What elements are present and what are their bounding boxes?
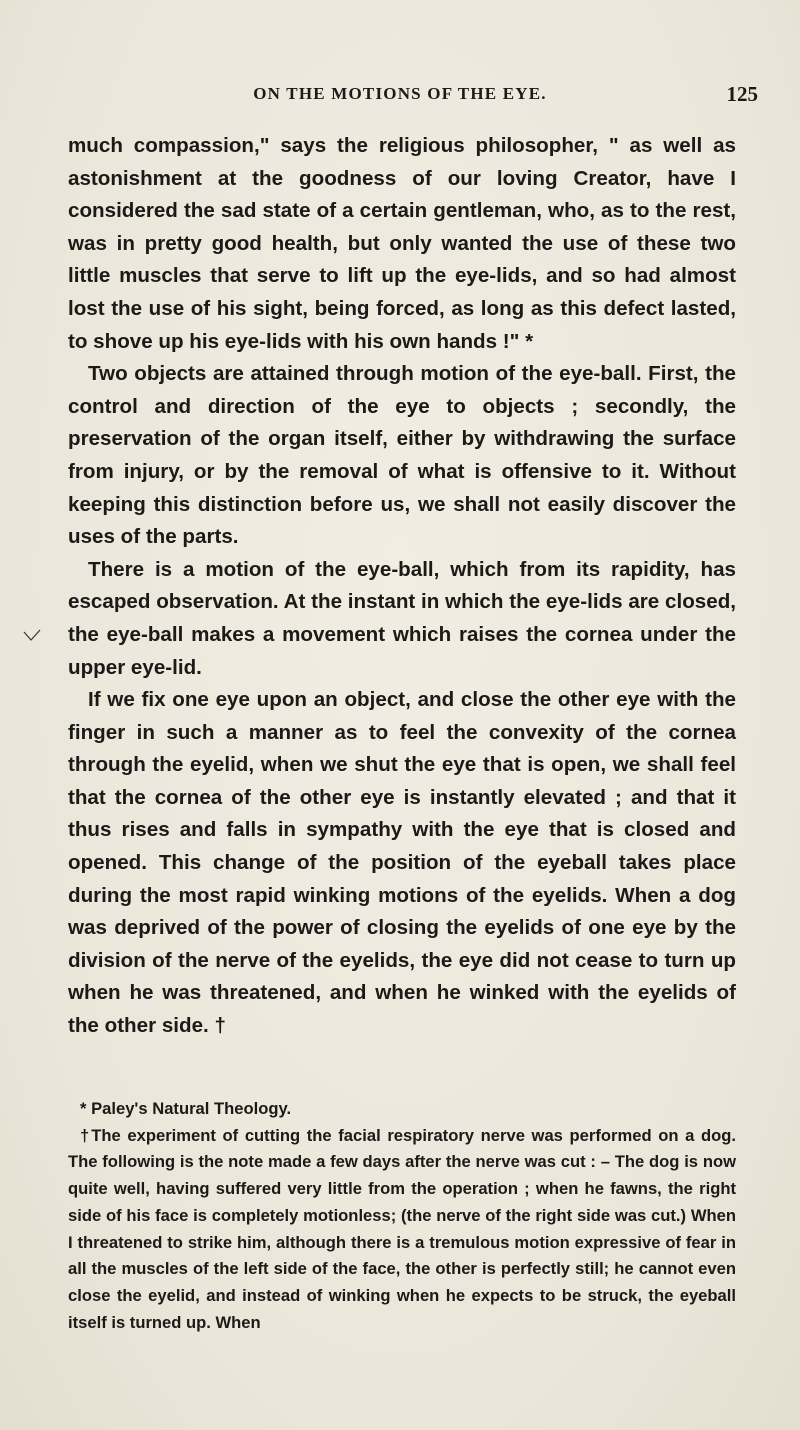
paragraph: If we fix one eye upon an object, and close the other eye with the finger in such a manner as to feel the convexity of the cornea through the eyelid, when we shut the eye that is open, we shall feel that the cornea of the other eye is instantly elevated ; and that it thus rises and falls in sympathy with the eye that is closed and opened. This change of the position of the eyeball takes place during the most rapid winking motions of the eyelids. When a dog was deprived of the power of closing the eyelids of one eye by the division of the nerve of the eyelids, the eye did not cease to turn up when he was threatened, and when he winked with the eyelids of the other side. † bbox=[68, 688, 736, 1038]
main-text bbox=[68, 130, 736, 1043]
paragraph: Two objects are attained through motion of the eye-ball. First, the control and direction of the eye to objects ; secondly, the preservation of the organ itself, either by withdrawing the surface from injury, or by the removal of what is offensive to it. Without keeping this distinction before us, we shall not easily discover the uses of the parts. bbox=[68, 362, 736, 549]
footnote: * Paley's Natural Theology. bbox=[80, 1099, 292, 1118]
running-title: ON THE MOTIONS OF THE EYE. bbox=[253, 84, 547, 103]
margin-check-mark bbox=[22, 628, 44, 650]
footnote: †The experiment of cutting the facial respiratory nerve was performed on a dog. The following is the note made a few days after the nerve was cut : – The dog is now quite well, having suffered very little from the operation ; when he fawns, the right side of his face is completely motionless; (the nerve of the right side was cut.) When I threatened to strike him, although there is a tremulous motion expressive of fear in all the muscles of the left side of the face, the other is perfectly still; he cannot even close the eyelid, and instead of winking when he expects to be struck, the eyeball itself is turned up. When bbox=[68, 1125, 736, 1332]
page-number: 125 bbox=[726, 82, 758, 106]
running-head bbox=[40, 84, 760, 114]
paragraph: much compassion," says the religious philosopher, " as well as astonishment at the goodness of our loving Creator, have I considered the sad state of a certain gentleman, who, as to the rest, was in pretty good health, but only wanted the use of these two little muscles that serve to lift up the eye-lids, and so had almost lost the use of his sight, being forced, as long as this defect lasted, to shove up his eye-lids with his own hands !" * bbox=[68, 134, 736, 353]
footnotes bbox=[68, 1096, 736, 1336]
paragraph: There is a motion of the eye-ball, which from its rapidity, has escaped observation. At the instant in which the eye-lids are closed, the eye-ball makes a movement which raises the cornea under the upper eye-lid. bbox=[68, 557, 736, 679]
